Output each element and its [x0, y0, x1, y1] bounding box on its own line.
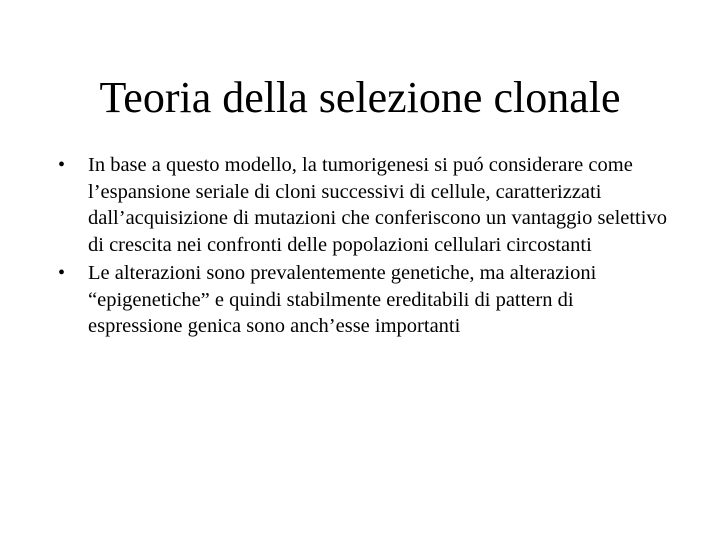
bullet-list [58, 152, 668, 342]
bullet-text: In base a questo modello, la tumorigenesi si puó considerare come l’espansione seriale di cloni successivi di cellule, caratterizzati dall’acquisizione di mutazioni che conferiscono un vantaggio selettivo di crescita nei confronti delle popolazioni cellulari circostanti [88, 154, 667, 256]
bullet-item-1 [58, 152, 668, 258]
bullet-item-2 [58, 260, 668, 340]
bullet-mark: • [58, 262, 66, 284]
slide-title: Teoria della selezione clonale [99, 73, 621, 122]
bullet-text: Le alterazioni sono prevalentemente genetiche, ma alterazioni “epigenetiche” e quindi stabilmente ereditabili di pattern di espressione genica sono anch’esse importanti [88, 262, 597, 337]
bullet-mark: • [58, 154, 66, 176]
